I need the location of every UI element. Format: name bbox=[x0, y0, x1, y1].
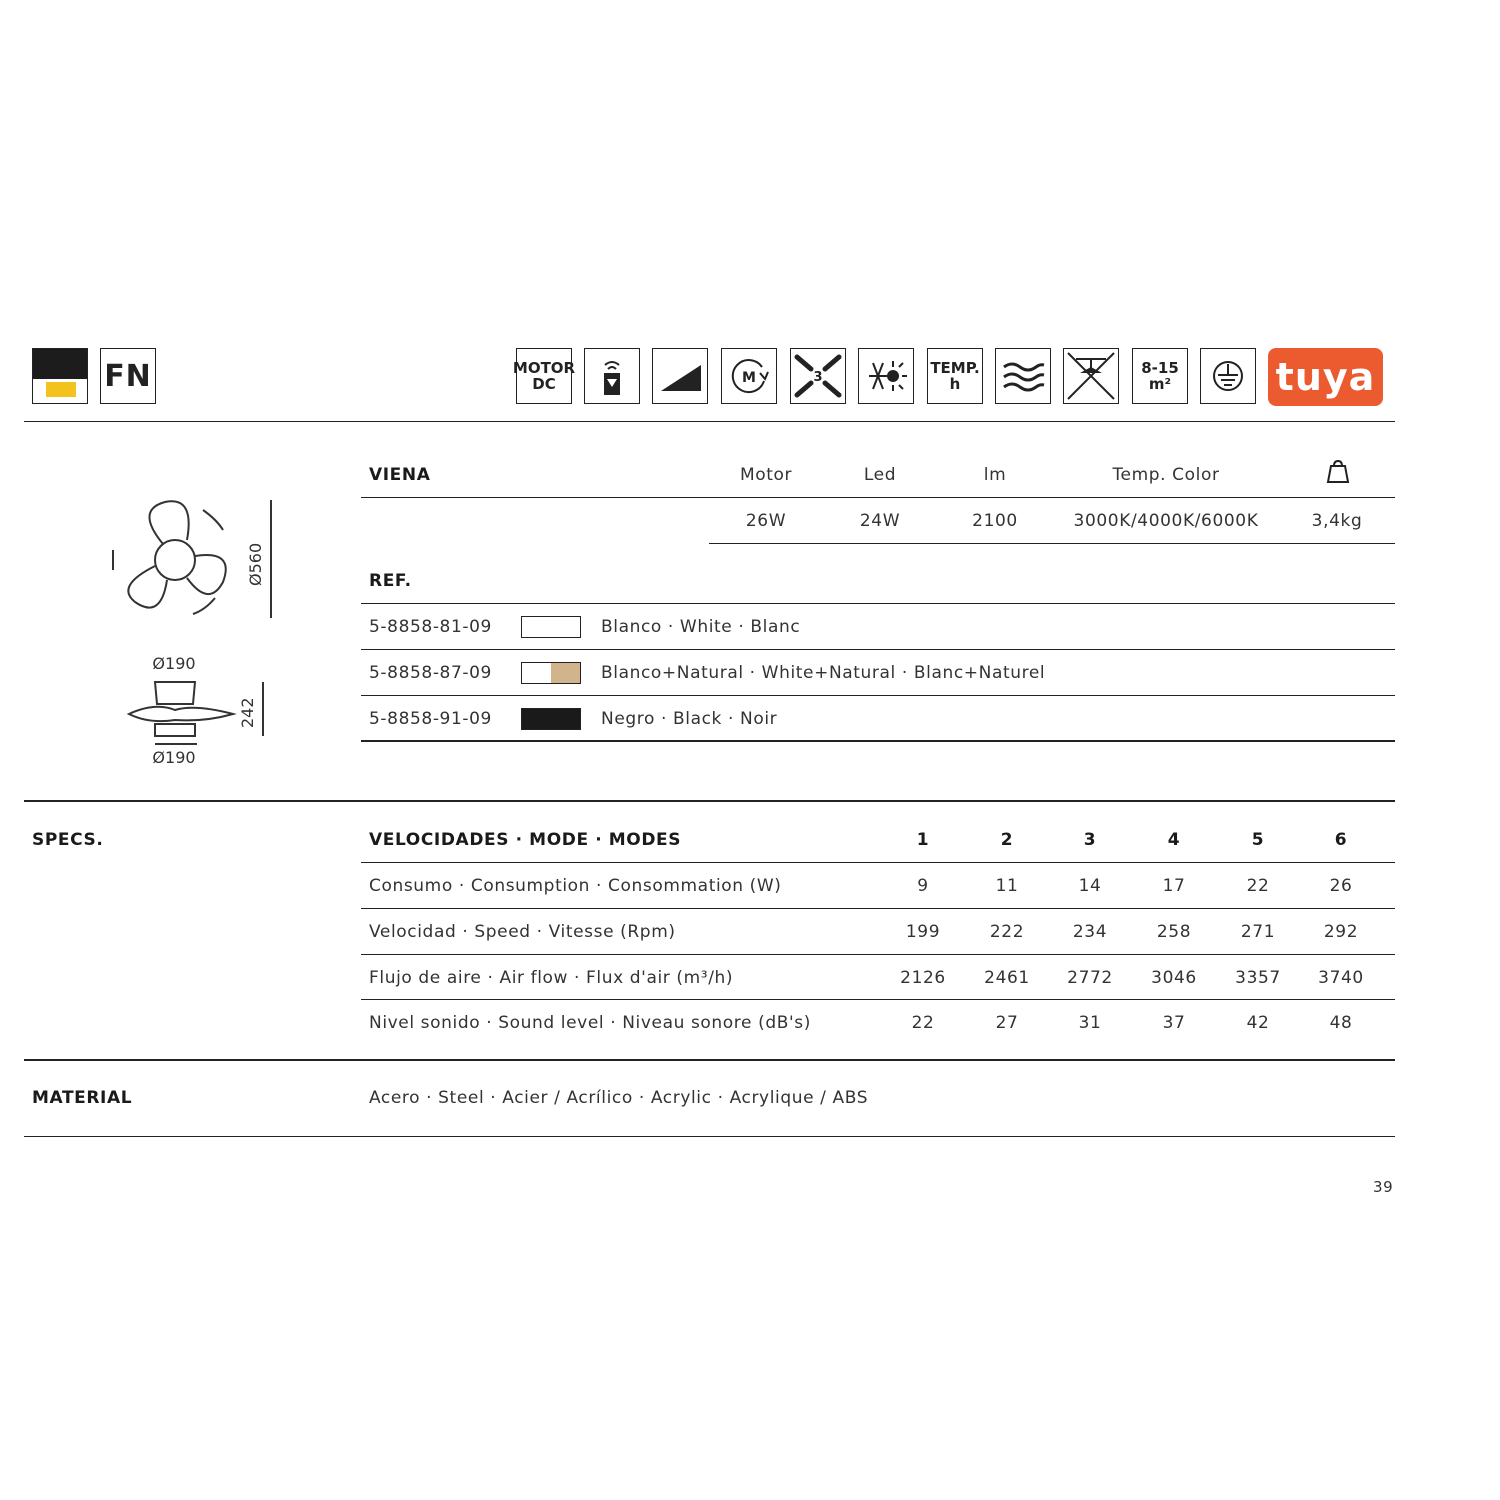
speed-header-4: 4 bbox=[1167, 830, 1181, 850]
ref-code: 5-8858-81-09 bbox=[369, 617, 492, 637]
room-size-line2: m² bbox=[1148, 375, 1172, 393]
material-value: Acero · Steel · Acier / Acrílico · Acrylic · Acrylique / ABS bbox=[369, 1088, 869, 1108]
ref-row-divider bbox=[361, 695, 1395, 696]
svg-text:M: M bbox=[742, 370, 756, 386]
spec-value: 17 bbox=[1162, 876, 1186, 896]
spec-row-label: Velocidad · Speed · Vitesse (Rpm) bbox=[369, 922, 676, 942]
speed-header-2: 2 bbox=[1000, 830, 1014, 850]
specs-label: SPECS. bbox=[32, 830, 104, 850]
header-motor: Motor bbox=[739, 465, 793, 485]
spec-value: 199 bbox=[905, 922, 941, 942]
spec-value: 292 bbox=[1323, 922, 1359, 942]
fn-badge: FN bbox=[100, 348, 156, 404]
motor-dc-line2: DC bbox=[532, 375, 556, 393]
header-lm: lm bbox=[983, 465, 1007, 485]
spec-value: 2461 bbox=[984, 968, 1030, 988]
spec-value: 11 bbox=[995, 876, 1019, 896]
ref-description: Blanco · White · Blanc bbox=[601, 617, 801, 637]
material-label: MATERIAL bbox=[32, 1088, 133, 1108]
ref-description: Blanco+Natural · White+Natural · Blanc+Naturel bbox=[601, 663, 1046, 683]
timer-line1: TEMP. bbox=[930, 359, 980, 377]
material-bottom-divider bbox=[24, 1136, 1395, 1137]
ref-table-bottom bbox=[361, 740, 1395, 742]
tuya-app-icon: tuya bbox=[1268, 348, 1383, 406]
spec-value: 271 bbox=[1240, 922, 1276, 942]
specs-top-divider bbox=[24, 800, 1395, 802]
value-motor: 26W bbox=[745, 511, 787, 531]
speed-header-1: 1 bbox=[916, 830, 930, 850]
height-label: 242 bbox=[238, 697, 257, 728]
spec-value: 2772 bbox=[1067, 968, 1113, 988]
spec-value: 31 bbox=[1078, 1013, 1102, 1033]
svg-text:3: 3 bbox=[813, 370, 823, 385]
spec-value: 14 bbox=[1078, 876, 1102, 896]
product-values-divider bbox=[709, 543, 1395, 544]
no-light-icon bbox=[1063, 348, 1119, 404]
color-swatch-white-natural bbox=[521, 662, 581, 684]
speed-header-5: 5 bbox=[1251, 830, 1265, 850]
ref-header-divider bbox=[361, 603, 1395, 604]
specs-header: VELOCIDADES · MODE · MODES bbox=[369, 830, 682, 850]
spec-row-label: Consumo · Consumption · Consommation (W) bbox=[369, 876, 782, 896]
value-lm: 2100 bbox=[972, 511, 1018, 531]
header-led: Led bbox=[863, 465, 897, 485]
spec-value: 3046 bbox=[1151, 968, 1197, 988]
summer-winter-icon bbox=[858, 348, 914, 404]
diameter-label: Ø560 bbox=[246, 542, 265, 586]
value-led: 24W bbox=[859, 511, 901, 531]
ref-code: 5-8858-87-09 bbox=[369, 663, 492, 683]
material-top-divider bbox=[24, 1059, 1395, 1061]
product-name: VIENA bbox=[369, 465, 431, 485]
ref-label: REF. bbox=[369, 571, 412, 591]
value-temp-color: 3000K/4000K/6000K bbox=[1073, 511, 1259, 531]
ceiling-mount-badge bbox=[32, 348, 88, 404]
memory-function-icon bbox=[721, 348, 777, 404]
spec-row-divider bbox=[361, 954, 1395, 955]
color-swatch-white bbox=[521, 616, 581, 638]
spec-value: 3740 bbox=[1318, 968, 1364, 988]
ref-row-divider bbox=[361, 649, 1395, 650]
page-number: 39 bbox=[1373, 1178, 1394, 1196]
spec-row-divider bbox=[361, 999, 1395, 1000]
spec-value: 222 bbox=[989, 922, 1025, 942]
remote-control-icon bbox=[584, 348, 640, 404]
speed-header-3: 3 bbox=[1083, 830, 1097, 850]
speed-header-6: 6 bbox=[1334, 830, 1348, 850]
spec-row-label: Nivel sonido · Sound level · Niveau sonore (dB's) bbox=[369, 1013, 811, 1033]
dimmable-icon bbox=[652, 348, 708, 404]
spec-value: 48 bbox=[1329, 1013, 1353, 1033]
air-waves-icon bbox=[995, 348, 1051, 404]
timer-line2: h bbox=[949, 375, 961, 393]
spec-value: 22 bbox=[1246, 876, 1270, 896]
spec-row-divider bbox=[361, 908, 1395, 909]
spec-value: 2126 bbox=[900, 968, 946, 988]
spec-value: 9 bbox=[917, 876, 929, 896]
bottom-diameter-label: Ø190 bbox=[152, 748, 196, 767]
earth-ground-icon bbox=[1200, 348, 1256, 404]
timer-icon bbox=[927, 348, 983, 404]
three-blades-icon bbox=[790, 348, 846, 404]
specs-header-divider bbox=[361, 862, 1395, 863]
spec-value: 258 bbox=[1156, 922, 1192, 942]
spec-row-label: Flujo de aire · Air flow · Flux d'air (m³/h) bbox=[369, 968, 734, 988]
spec-value: 27 bbox=[995, 1013, 1019, 1033]
motor-dc-icon bbox=[512, 348, 576, 404]
value-weight: 3,4kg bbox=[1311, 511, 1363, 531]
product-header-divider bbox=[361, 497, 1395, 498]
weight-icon bbox=[1326, 458, 1350, 484]
color-swatch-black bbox=[521, 708, 581, 730]
spec-value: 234 bbox=[1072, 922, 1108, 942]
room-size-line1: 8-15 bbox=[1141, 359, 1179, 377]
spec-value: 37 bbox=[1162, 1013, 1186, 1033]
top-diameter-label: Ø190 bbox=[152, 654, 196, 673]
spec-value: 3357 bbox=[1235, 968, 1281, 988]
room-size-icon bbox=[1132, 348, 1188, 404]
header-divider bbox=[24, 421, 1395, 422]
ref-description: Negro · Black · Noir bbox=[601, 709, 778, 729]
spec-value: 22 bbox=[911, 1013, 935, 1033]
ref-code: 5-8858-91-09 bbox=[369, 709, 492, 729]
header-temp-color: Temp. Color bbox=[1112, 465, 1220, 485]
spec-value: 26 bbox=[1329, 876, 1353, 896]
motor-dc-line1: MOTOR bbox=[512, 359, 576, 377]
spec-value: 42 bbox=[1246, 1013, 1270, 1033]
